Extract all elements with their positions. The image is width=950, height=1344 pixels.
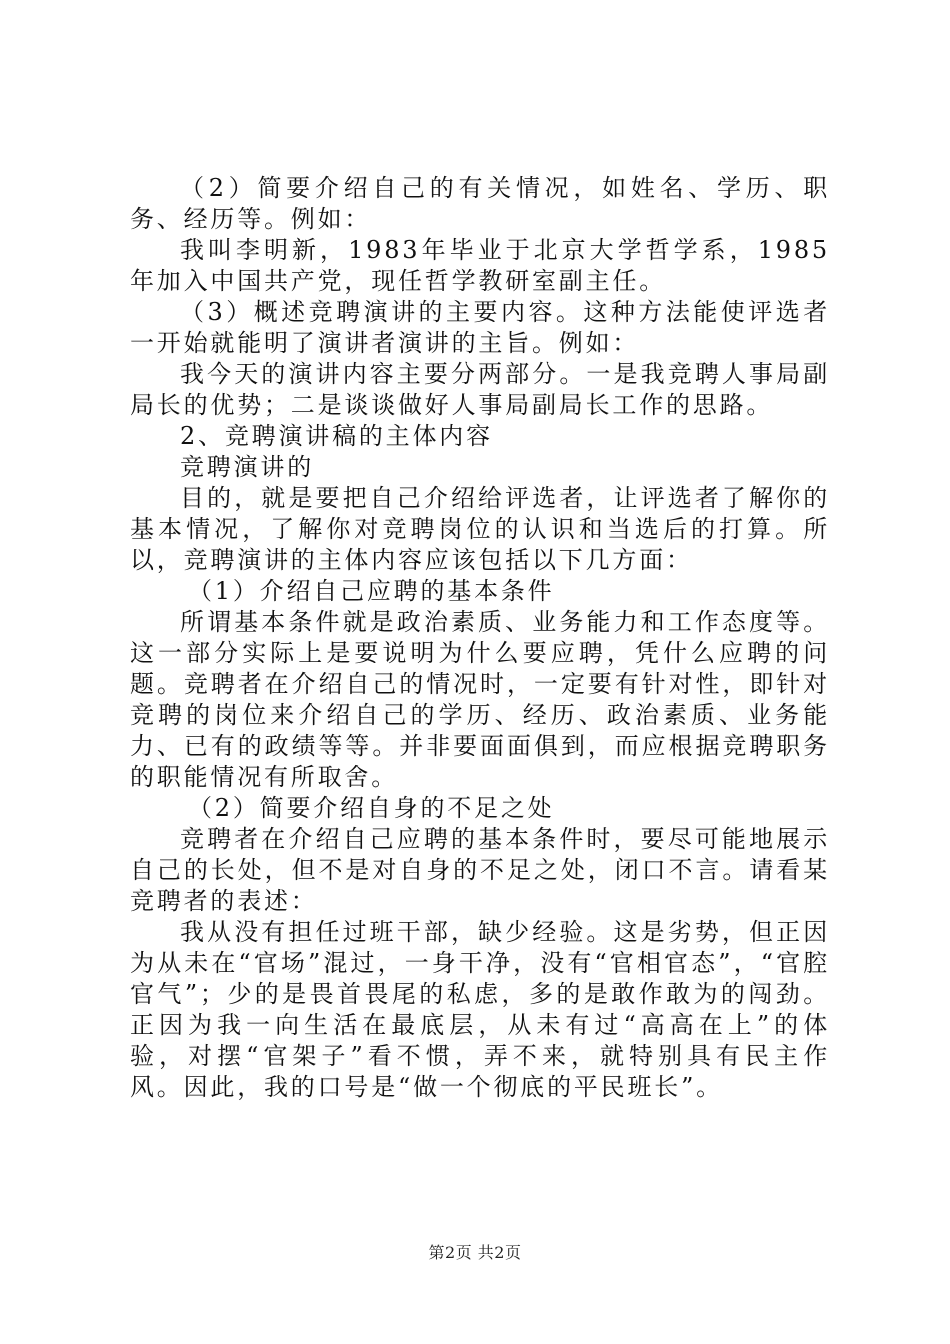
- paragraph-example-quote: 我从没有担任过班干部，缺少经验。这是劣势，但正因为从未在“官场”混过，一身干净，没有“官相官态”，“官腔官气”；少的是畏首畏尾的私虑，多的是敢作敢为的闯劲。正因为我一向生活在最底层，从未有过“高高在上”的体验，对摆“官架子”看不惯，弄不来，就特别具有民主作风。因此，我的口号是“做一个彻底的平民班长”。: [130, 918, 830, 1101]
- paragraph-shortcomings: 竞聘者在介绍自己应聘的基本条件时，要尽可能地展示自己的长处，但不是对自身的不足之处，闭口不言。请看某竞聘者的表述：: [130, 825, 830, 915]
- paragraph-fragment: 竞聘演讲的: [180, 453, 314, 481]
- paragraph-intro-item-3: （3）概述竞聘演讲的主要内容。这种方法能使评选者一开始就能明了演讲者演讲的主旨。例如：: [130, 298, 830, 357]
- paragraph-intro-item-2: （2）简要介绍自己的有关情况，如姓名、学历、职务、经历等。例如：: [130, 174, 830, 233]
- paragraph-example-1: 我叫李明新，1983年毕业于北京大学哲学系，1985年加入中国共产党，现任哲学教研室副主任。: [130, 236, 830, 295]
- section-heading-main-content: 2、竞聘演讲稿的主体内容: [180, 422, 493, 450]
- paragraph-basic-conditions: 所谓基本条件就是政治素质、业务能力和工作态度等。这一部分实际上是要说明为什么要应聘，凭什么应聘的问题。竞聘者在介绍自己的情况时，一定要有针对性，即针对竞聘的岗位来介绍自己的学历、经历、政治素质、业务能力、已有的政绩等等。并非要面面俱到，而应根据竞聘职务的职能情况有所取舍。: [130, 608, 830, 791]
- subheading-basic-conditions: （1）介绍自己应聘的基本条件: [188, 577, 555, 605]
- document-body: [130, 173, 830, 1103]
- page-number-footer: 第2页 共2页: [428, 1243, 522, 1262]
- paragraph-example-2: 我今天的演讲内容主要分两部分。一是我竞聘人事局副局长的优势；二是谈谈做好人事局副局长工作的思路。: [130, 360, 830, 419]
- paragraph-purpose: 目的，就是要把自己介绍给评选者，让评选者了解你的基本情况，了解你对竞聘岗位的认识和当选后的打算。所以，竞聘演讲的主体内容应该包括以下几方面：: [130, 484, 830, 574]
- subheading-shortcomings: （2）简要介绍自身的不足之处: [188, 794, 555, 822]
